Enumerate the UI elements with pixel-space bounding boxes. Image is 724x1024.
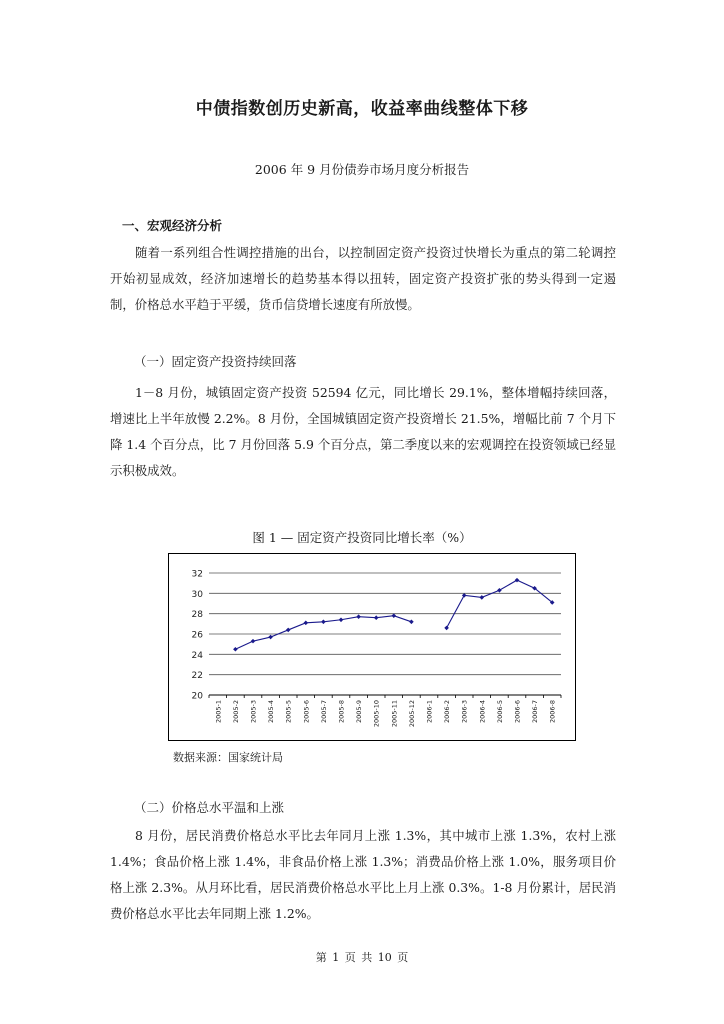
data-point-2005-8: [339, 617, 344, 622]
x-tick-label: 2005-6: [302, 700, 311, 724]
data-point-2006-6: [515, 578, 520, 583]
y-tick-label: 26: [191, 630, 203, 641]
x-tick-label: 2005-5: [284, 700, 293, 724]
data-point-2005-6: [304, 621, 309, 626]
series-line-segment: [447, 580, 553, 628]
x-tick-label: 2005-12: [407, 700, 416, 728]
subsection-heading-investment: （一）固定资产投资持续回落: [134, 354, 297, 369]
y-tick-label: 32: [191, 569, 203, 580]
x-tick-label: 2006-4: [478, 700, 487, 724]
price-paragraph: 8 月份，居民消费价格总水平比去年同月上涨 1.3%，其中城市上涨 1.3%，农村上涨 1.4%；食品价格上涨 1.4%，非食品价格上涨 1.3%；消费品价格上涨 1.0%，服务项目价格上涨 2.3%。从月环比看，居民消费价格总水平比上月上涨 0.3%。1-8 月份累计，居民消费价格总水平比去年同期上涨 1.2%。: [110, 828, 616, 921]
data-point-2006-2: [444, 626, 449, 631]
chart-svg: [169, 554, 575, 740]
x-tick-label: 2005-2: [231, 700, 240, 724]
x-tick-label: 2006-3: [460, 700, 469, 724]
x-tick-label: 2006-5: [495, 700, 504, 724]
data-point-2005-7: [321, 620, 326, 625]
x-tick-label: 2006-6: [513, 700, 522, 724]
section-heading-macro: 一、宏观经济分析: [122, 218, 223, 233]
y-tick-label: 22: [191, 671, 203, 682]
data-point-2005-11: [392, 613, 397, 618]
subsection-heading-price: （二）价格总水平温和上涨: [134, 800, 285, 815]
x-tick-label: 2006-2: [443, 700, 452, 724]
y-tick-label: 20: [191, 691, 203, 702]
data-point-2006-3: [462, 593, 467, 598]
x-tick-label: 2005-10: [372, 700, 381, 728]
data-point-2006-4: [480, 595, 485, 600]
x-tick-label: 2006-7: [531, 700, 540, 724]
page-title: 中债指数创历史新高，收益率曲线整体下移: [195, 99, 529, 119]
data-point-2005-12: [409, 620, 414, 625]
data-point-2005-10: [374, 615, 379, 620]
line-chart: [168, 553, 576, 741]
x-tick-label: 2005-9: [355, 700, 364, 724]
x-tick-label: 2005-4: [267, 700, 276, 724]
x-tick-label: 2005-7: [319, 700, 328, 724]
x-tick-label: 2005-11: [390, 700, 399, 728]
x-tick-label: 2005-8: [337, 700, 346, 724]
investment-paragraph: 1－8 月份，城镇固定资产投资 52594 亿元，同比增长 29.1%，整体增幅持续回落，增速比上半年放慢 2.2%。8 月份，全国城镇固定资产投资增长 21.5%，增幅比前 7 个月下降 1.4 个百分点，比 7 月份回落 5.9 个百分点，第二季度以来的宏观调控在投资领域已经显示积极成效。: [110, 385, 616, 478]
x-tick-label: 2005-1: [214, 700, 223, 724]
data-point-2005-5: [286, 628, 291, 633]
x-tick-label: 2005-3: [249, 700, 258, 724]
y-tick-label: 28: [191, 610, 203, 621]
report-subtitle: 2006 年 9 月份债券市场月度分析报告: [254, 162, 470, 177]
y-tick-label: 30: [191, 589, 203, 600]
data-source: 数据来源：国家统计局: [173, 751, 283, 764]
y-tick-label: 24: [191, 650, 203, 661]
data-point-2005-3: [251, 639, 256, 644]
data-point-2005-2: [233, 647, 238, 652]
x-tick-label: 2006-8: [548, 700, 557, 724]
figure-caption: 图 1 — 固定资产投资同比增长率（%）: [252, 530, 472, 545]
data-point-2005-9: [356, 614, 361, 619]
x-tick-label: 2006-1: [425, 700, 434, 724]
data-point-2005-4: [268, 635, 273, 640]
page-footer: 第 1 页 共 10 页: [315, 951, 409, 964]
data-point-2006-5: [497, 588, 502, 593]
macro-paragraph: 随着一系列组合性调控措施的出台，以控制固定资产投资过快增长为重点的第二轮调控开始初显成效，经济加速增长的趋势基本得以扭转，固定资产投资扩张的势头得到一定遏制，价格总水平趋于平缓，货币信贷增长速度有所放慢。: [110, 245, 616, 312]
